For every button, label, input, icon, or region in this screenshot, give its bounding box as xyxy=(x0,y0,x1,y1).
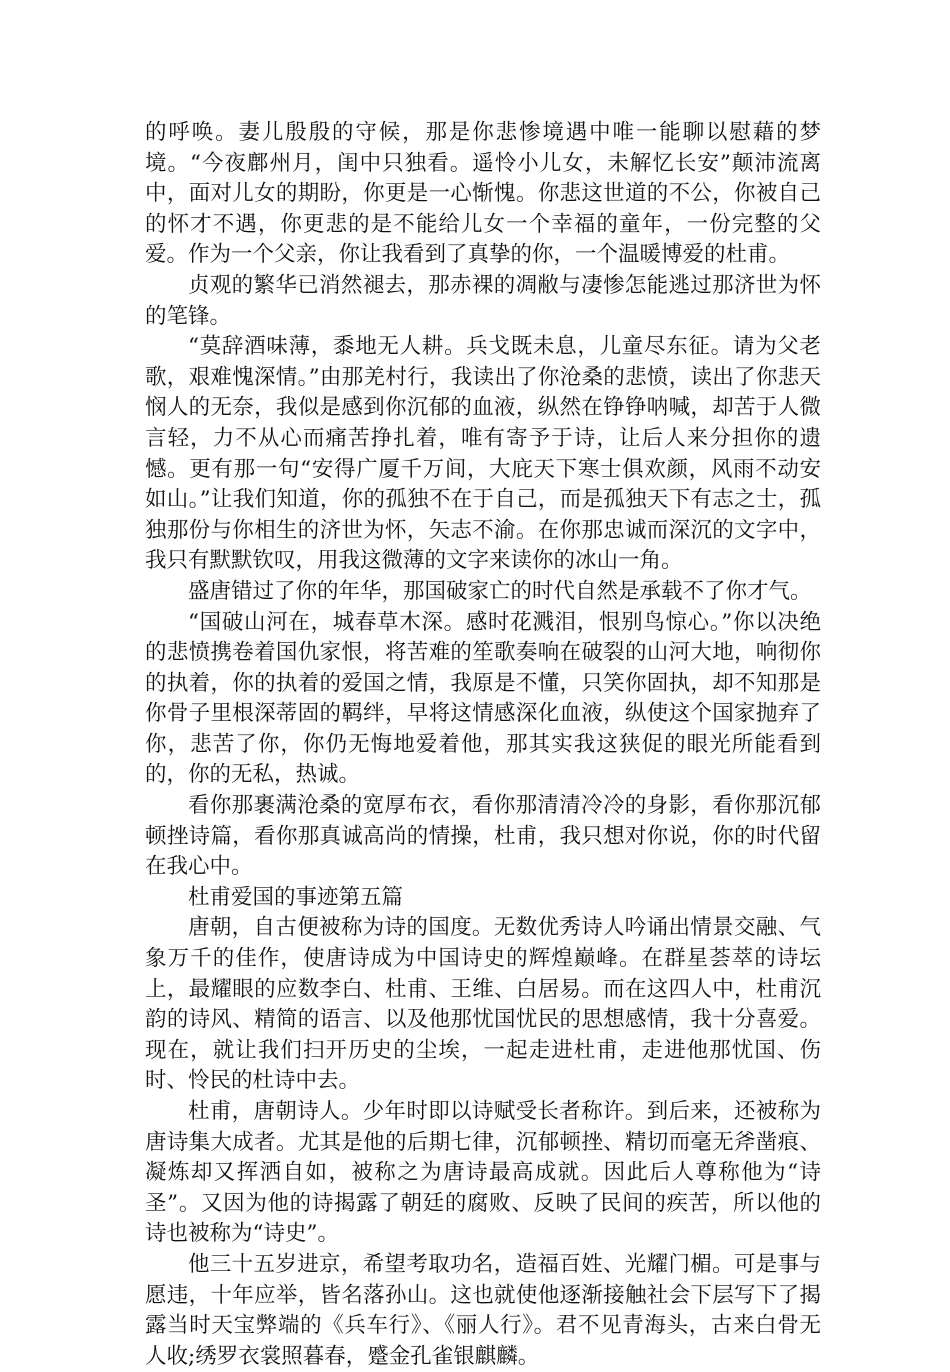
paragraph-7: 唐朝，自古便被称为诗的国度。无数优秀诗人吟诵出情景交融、气象万千的佳作，使唐诗成为中国诗史的辉煌巅峰。在群星荟萃的诗坛上，最耀眼的应数李白、杜甫、王维、白居易。而在这四人中，杜甫沉韵的诗风、精简的语言、以及他那忧国忧民的思想感情，我十分喜爱。现在，就让我们扫开历史的尘埃，一起走进杜甫，走进他那忧国、伤时、怜民的杜诗中去。 xyxy=(145,915,821,1094)
paragraph-4: 盛唐错过了你的年华，那国破家亡的时代自然是承载不了你才气。 xyxy=(188,578,812,604)
paragraph-8: 杜甫，唐朝诗人。少年时即以诗赋受长者称许。到后来，还被称为唐诗集大成者。尤其是他的后期七律，沉郁顿挫、精切而毫无斧凿痕、凝炼却又挥洒自如，被称之为唐诗最高成就。因此后人尊称他为“诗圣”。又因为他的诗揭露了朝廷的腐败、反映了民间的疾苦，所以他的诗也被称为“诗史”。 xyxy=(145,1099,821,1247)
paragraph-3: “莫辞酒味薄，黍地无人耕。兵戈既未息，儿童尽东征。请为父老歌，艰难愧深情。”由那羌村行，我读出了你沧桑的悲愤，读出了你悲天悯人的无奈，我似是感到你沉郁的血液，纵然在铮铮呐喊，却苦于人微言轻，力不从心而痛苦挣扎着，唯有寄予于诗，让后人来分担你的遗憾。更有那一句“安得广厦千万间，大庇天下寒士俱欢颜，风雨不动安如山。”让我们知道，你的孤独不在于自己，而是孤独天下有志之士，孤独那份与你相生的济世为怀，矢志不渝。在你那忠诚而深沉的文字中，我只有默默钦叹，用我这微薄的文字来读你的冰山一角。 xyxy=(145,334,821,574)
paragraph-9: 他三十五岁进京，希望考取功名，造福百姓、光耀门楣。可是事与愿违，十年应举，皆名落孙山。这也就使他逐渐接触社会下层写下了揭露当时天宝弊端的《兵车行》、《丽人行》。君不见青海头，古来白骨无人收;绣罗衣裳照暮春，蹙金孔雀银麒麟。 xyxy=(145,1251,821,1369)
section-heading: 杜甫爱国的事迹第五篇 xyxy=(188,884,404,910)
paragraph-1: 的呼唤。妻儿殷殷的守候，那是你悲惨境遇中唯一能聊以慰藉的梦境。“今夜鄜州月，闺中只独看。遥怜小儿女，未解忆长安”颠沛流离中，面对儿女的期盼，你更是一心惭愧。你悲这世道的不公，你被自己的怀才不遇，你更悲的是不能给儿女一个幸福的童年，一份完整的父爱。作为一个父亲，你让我看到了真挚的你，一个温暖博爱的杜甫。 xyxy=(145,120,821,268)
paragraph-2: 贞观的繁华已消然褪去，那赤裸的凋敝与凄惨怎能逃过那济世为怀的笔锋。 xyxy=(145,272,821,329)
document-page xyxy=(145,118,821,1372)
paragraph-6: 看你那裹满沧桑的宽厚布衣，看你那清清冷冷的身影，看你那沉郁顿挫诗篇，看你那真诚高尚的情操，杜甫，我只想对你说，你的时代留在我心中。 xyxy=(145,793,821,880)
paragraph-5: “国破山河在，城春草木深。感时花溅泪，恨别鸟惊心。”你以决绝的悲愤携卷着国仇家恨，将苦难的笙歌奏响在破裂的山河大地，响彻你的执着，你的执着的爱国之情，我原是不懂，只笑你固执，却不知那是你骨子里根深蒂固的羁绊，早将这情感深化血液，纵使这个国家抛弃了你，悲苦了你，你仍无悔地爱着他，那其实我这狭促的眼光所能看到的，你的无私，热诚。 xyxy=(145,609,821,788)
